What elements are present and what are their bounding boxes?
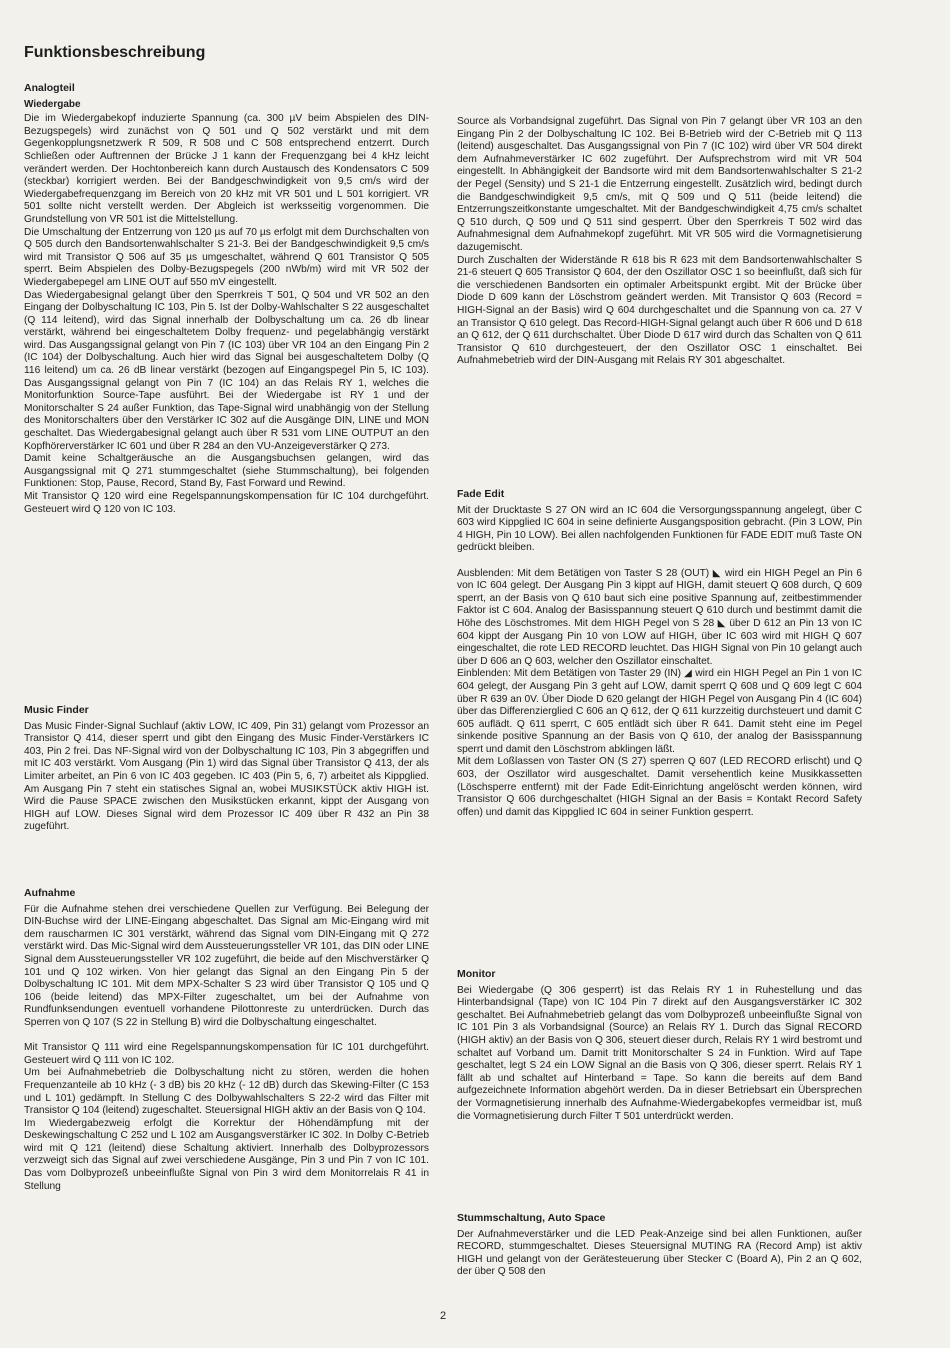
aufnahme-text: Für die Aufnahme stehen drei verschiedene Quellen zur Verfügung. Bei Belegung der DIN-Buchse wird der LINE-Eingang abgeschaltet. Das Signal am Mic-Eingang wird mit dem rauscharmen IC 301 verstärkt, während das Signal vom DIN-Eingang mit Q 272 verstärkt wird. Das Mic-Signal wird dem Aussteuerungssteller VR 101, das DIN oder LINE Signal dem Aussteuerungssteller VR 102 zugeführt, die beide auf den Mischverstärker Q 101 und Q 102 wirken. Von hier gelangt das Signal an den Eingang Pin 5 der Dolbyschaltung IC 101. Mit dem MPX-Schalter S 23 wird über Transistor Q 105 und Q 106 (beide leitend) das MPX-Filter zugeschaltet, um bei der Aufnahme von Rundfunksendungen eventuell vorhandene Pilottonreste zu unterdrücken. Durch das Sperren von Q 107 (S 22 in Stellung B) wird die Dolbyschaltung eingeschaltet. Mit Transistor Q 111 wird eine Regelspannungskompensation für IC 101 durchgeführt. Gesteuert wird Q 111 von IC 102. Um bei Aufnahmebetrieb die Dolbyschaltung nicht zu stören, werden die hohen Frequenzanteile ab 10 kHz (- 3 dB) bis 20 kHz (- 12 dB) durch das Skewing-Filter (C 153 und L 101) gedämpft. In Stellung C des Dolbywahlschalters S 22-2 wird das Filter mit Transistor Q 104 (leitend) zugeschaltet. Steuersignal HIGH aktiv an der Basis von Q 104. Im Wiedergabezweig erfolgt die Korrektur der Höhendämpfung mit der Deskewingschaltung C 252 und L 102 am Ausgangsverstärker IC 302. In Dolby C-Betrieb wird mit Q 121 (leitend) diese Schaltung aktiviert. Innerhalb des Dolbyprozessors verzweigt sich das Signal auf zwei verschiedene Ausgänge, Pin 3 und Pin 7 von IC 101. Das vom Dolbyprozeß unbeeinflußte Signal von Pin 3 wird dem Monitorrelais R 41 in Stellung [24,903,429,1192]
stummschaltung-heading: Stummschaltung, Auto Space [457,1212,606,1224]
stummschaltung-section [457,1212,862,1279]
aufnahme-heading: Aufnahme [24,887,76,899]
wiedergabe-text: Die im Wiedergabekopf induzierte Spannung (ca. 300 µV beim Abspielen des DIN-Bezugspegels) wird zunächst von Q 501 und Q 502 verstärkt und mit dem Gegenkopplungsnetzwerk R 509, R 508 und C 508 entsprechend entzerrt. Durch Schließen oder Auftrennen der Brücke J 1 kann der Frequenzgang bei 4 kHz leicht verändert werden. Der Hochtonbereich kann durch Austausch des Kondensators C 509 (steckbar) korrigiert werden. Bei der Bandgeschwindigkeit von 9,5 cm/s wird der Wiedergabefrequenzgang im Bereich von 20 kHz mit VR 501 und L 501 korrigiert. VR 501 sollte nicht verstellt werden. Der Abgleich ist werksseitig vorgenommen. Die Grundstellung von VR 501 ist die Mittelstellung. Die Umschaltung der Entzerrung von 120 µs auf 70 µs erfolgt mit dem Durchschalten von Q 505 durch den Bandsortenwahlschalter S 21-3. Bei der Bandgeschwindigkeit 9,5 cm/s wird mit Transistor Q 506 auf 35 µs umgeschaltet, während Q 601 Transistor Q 505 sperrt. Beim Abspielen des Dolby-Bezugspegels (200 nWb/m) wird mit VR 502 der Wiedergabepegel am LINE OUT auf 550 mV eingestellt. Das Wiedergabesignal gelangt über den Sperrkreis T 501, Q 504 und VR 502 an den Eingang der Dolbyschaltung IC 103, Pin 5. Ist der Dolby-Wahlschalter S 22 ausgeschaltet (Q 114 leitend), wird das Signal innerhalb der Dolbyschaltung um ca. 26 db linear verstärkt, während bei eingeschaltetem Dolby frequenz- und pegelabhängig verstärkt wird. Das Ausgangssignal gelangt von Pin 7 (IC 103) über VR 104 an den Eingang Pin 2 (IC 104) der Dolbyschaltung. Auch hier wird das Signal bei ausgeschaltetem Dolby (Q 116 leitend) um ca. 26 dB linear verstärkt (bezogen auf Eingangspegel Pin 5, IC 103). Das Ausgangssignal gelangt von Pin 7 (IC 104) an das Relais RY 1, welches die Monitorfunktion Source-Tape ausführt. Bei der Wiedergabe ist RY 1 und der Monitorschalter S 24 außer Funktion, das Tape-Signal wird unabhängig von der Stellung des Monitorschalters über den Verstärker IC 302 auf die Ausgänge DIN, LINE und MON geschaltet. Das Wiedergabesignal gelangt auch über R 531 vom LINE OUTPUT an den Kopfhörerverstärker IC 601 und über R 284 an den VU-Anzeigeverstärker Q 273. Damit keine Schaltgeräusche an die Ausgangsbuchsen gelangen, wird das Ausgangssignal mit Q 271 stummgeschaltet (siehe Stummschaltung), bei folgenden Funktionen: Stop, Pause, Record, Stand By, Fast Forward und Rewind. Mit Transistor Q 120 wird eine Regelspannungskompensation für IC 104 durchgeführt. Gesteuert wird Q 120 von IC 103. [24,113,429,515]
monitor-section [457,968,862,1123]
stummschaltung-text: Der Aufnahmeverstärker und die LED Peak-Anzeige sind bei allen Funktionen, außer RECORD, stummgeschaltet. Dieses Steuersignal MUTING RA (Record Amp) ist aktiv HIGH und gelangt von der Gerätesteuerung über Stecker C (Board A), Pin 2 an Q 602, der über Q 508 den [457,1228,862,1278]
fade-edit-section [457,488,862,819]
fade-edit-text: Mit der Drucktaste S 27 ON wird an IC 604 die Versorgungsspannung angelegt, über C 603 wird Kippglied IC 604 in seine definierte Ausgangsposition gebracht. (Pin 3 LOW, Pin 4 HIGH, Pin 10 LOW). Bei allen nachfolgenden Funktionen für FADE EDIT muß Taste ON gedrückt bleiben. Ausblenden: Mit dem Betätigen von Taster S 28 (OUT) ◣ wird ein HIGH Pegel an Pin 6 von IC 604 gelegt. Der Ausgang Pin 3 kippt auf HIGH, damit steuert Q 608 durch, Q 609 sperrt, an der Basis von Q 610 baut sich eine positive Spannung auf, zeitbestimmender Faktor ist C 604. Analog der Basisspannung steuert Q 610 durch und bestimmt damit die Höhe des Löschstromes. Mit dem HIGH Pegel von S 28 ◣ über D 612 an Pin 13 von IC 604 kippt der Ausgang Pin 10 von LOW auf HIGH, über IC 603 wird mit HIGH Q 607 eingeschaltet, die rote LED RECORD leuchtet. Das HIGH Signal von Pin 10 gelangt auch über D 606 an Q 603, welcher den Oszillator einschaltet. Einblenden: Mit dem Betätigen von Taster 29 (IN) ◢ wird ein HIGH Pegel an Pin 1 von IC 604 gelegt, der Ausgang Pin 3 geht auf LOW, damit sperrt Q 608 und Q 609 legt C 604 über R 639 an 0V. Über Diode D 620 gelangt der HIGH Pegel von Ausgang Pin 4 (IC 604) über das Differenzierglied C 606 an Q 612, der Q 611 kurzzeitig durchsteuert und damit C 605 auflädt. Q 611 sperrt, C 605 entlädt sich über R 641. Damit steht eine im Pegel sinkende positive Spannung an der Basis von Q 610, der analog der Basisspannung sperrt und damit den Löschstrom abklingen läßt. Mit dem Loßlassen von Taster ON (S 27) sperren Q 607 (LED RECORD erlischt) und Q 603, der Oszillator wird ausgeschaltet. Damit versehentlich keine Musikkassetten (Löschsperre entfernt) mit der Fade Edit-Einrichtung angelöscht werden können, wird Transistor Q 606 durchgeschaltet (HIGH Signal an der Basis = Kontakt Record Safety offen) und damit das Kippglied IC 604 in seiner Funktion gesperrt. [457,504,862,818]
music-finder-heading: Music Finder [24,704,89,716]
aufnahme-continued-section [457,116,862,368]
wiedergabe-heading: Wiedergabe [24,98,81,110]
page-number: 2 [440,1310,447,1322]
monitor-text: Bei Wiedergabe (Q 306 gesperrt) ist das Relais RY 1 in Ruhestellung und das Hinterbandsignal (Tape) von IC 104 Pin 7 direkt auf den Ausgangsverstärker IC 302 geschaltet. Bei Aufnahmebetrieb gelangt das vom Dolbyprozeß unbeeinflußte Signal von IC 101 Pin 3 als Vorbandsignal (Source) an Relais RY 1. Durch das Signal RECORD (HIGH aktiv) an der Basis von Q 306, steuert dieser durch, Relais RY 1 wird bestromt und schaltet auf Vorband um. Damit tritt Monitorschalter S 24 in Funktion. Wird auf Tape geschaltet, legt S 24 ein LOW Signal an die Basis von Q 306, dieser sperrt. Relais RY 1 fällt ab und schaltet auf Hinterband = Tape. So kann die bereits auf dem Band aufgezeichnete Information abgehört werden. Da in dieser Betriebsart ein Übersprechen der Vormagnetisierung innerhalb des Aufnahme-Wiedergabekopfes vermeidbar ist, muß die Vormagnetisierung durch Filter T 501 unterdrückt werden. [457,984,862,1122]
music-finder-section [24,704,429,834]
fade-edit-heading: Fade Edit [457,488,505,500]
aufnahme-section [24,887,429,1193]
music-finder-text: Das Music Finder-Signal Suchlauf (aktiv LOW, IC 409, Pin 31) gelangt vom Prozessor an Transistor Q 414, dieser sperrt und gibt den Eingang des Music Finder-Verstärkers IC 403, Pin 2 frei. Das NF-Signal wird von der Dolbyschaltung IC 103, Pin 3 abgegriffen und mit IC 403 verstärkt. Vom Ausgang (Pin 1) wird das Signal über Transistor Q 413, der als Limiter arbeitet, an Pin 6 von IC 403 gegeben. IC 403 (Pin 5, 6, 7) arbeitet als Kippglied. Am Ausgang Pin 7 steht ein statisches Signal an, wobei MUSIKSTÜCK aktiv HIGH ist. Wird die Pause SPACE zwischen den Musikstücken erkannt, kippt der Ausgang von HIGH auf LOW. Dieses Signal wird dem Prozessor IC 409 über R 432 an Pin 38 zugeführt. [24,720,429,833]
page-title: Funktionsbeschreibung [24,44,206,61]
monitor-heading: Monitor [457,968,496,980]
analogteil-section [24,82,429,516]
analogteil-heading: Analogteil [24,82,75,94]
aufnahme-continued-text: Source als Vorbandsignal zugeführt. Das Signal von Pin 7 gelangt über VR 103 an den Eingang Pin 2 der Dolbyschaltung IC 102. Bei B-Betrieb wird der C-Betrieb mit Q 113 (leitend) ausgeschaltet. Das Ausgangssignal von Pin 7 (IC 102) wird über VR 504 direkt dem Aufnahmeverstärker IC 602 zugeführt. Der Aufsprechstrom wird mit VR 504 eingestellt. In Abhängigkeit der Bandsorte wird mit dem Bandsortenwahlschalter S 21-2 der Pegel (Sensity) und S 21-1 die Entzerrung eingestellt. Zusätzlich wird, bedingt durch die Bandgeschwindigkeit 9,5 cm/s, mit Q 509 und Q 511 (beide leitend) die Entzerrungszeitkonstante umgeschaltet. Mit der Bandgeschwindigkeit 4,75 cm/s schaltet Q 510 durch, Q 509 und Q 511 sind gesperrt. Über den Sperrkreis T 502 wird das Aufnahmesignal dem Aufnahmekopf zugeführt. Mit VR 505 wird die Vormagnetisierung dazugemischt. Durch Zuschalten der Widerstände R 618 bis R 623 mit dem Bandsortenwahlschalter S 21-6 steuert Q 605 Transistor Q 604, der den Oszillator OSC 1 so beeinflußt, daß sich für die verschiedenen Bandsorten ein optimaler Arbeitspunkt ergibt. Mit der Brücke über Diode D 609 kann der Löschstrom geändert werden. Mit Transistor Q 603 (Record = HIGH-Signal an der Basis) wird Q 604 durchgeschaltet und die Spannung von ca. 27 V an Transistor Q 610 gelegt. Das Record-HIGH-Signal gelangt auch über R 606 und D 618 an Q 612, der Q 611 durchschaltet. Über Diode D 617 wird durch das Schalten von Q 611 Transistor Q 610 durchgesteuert, der den Oszillator OSC 1 einschaltet. Bei Aufnahmebetrieb wird der DIN-Ausgang mit Relais RY 301 abgeschaltet. [457,116,862,367]
